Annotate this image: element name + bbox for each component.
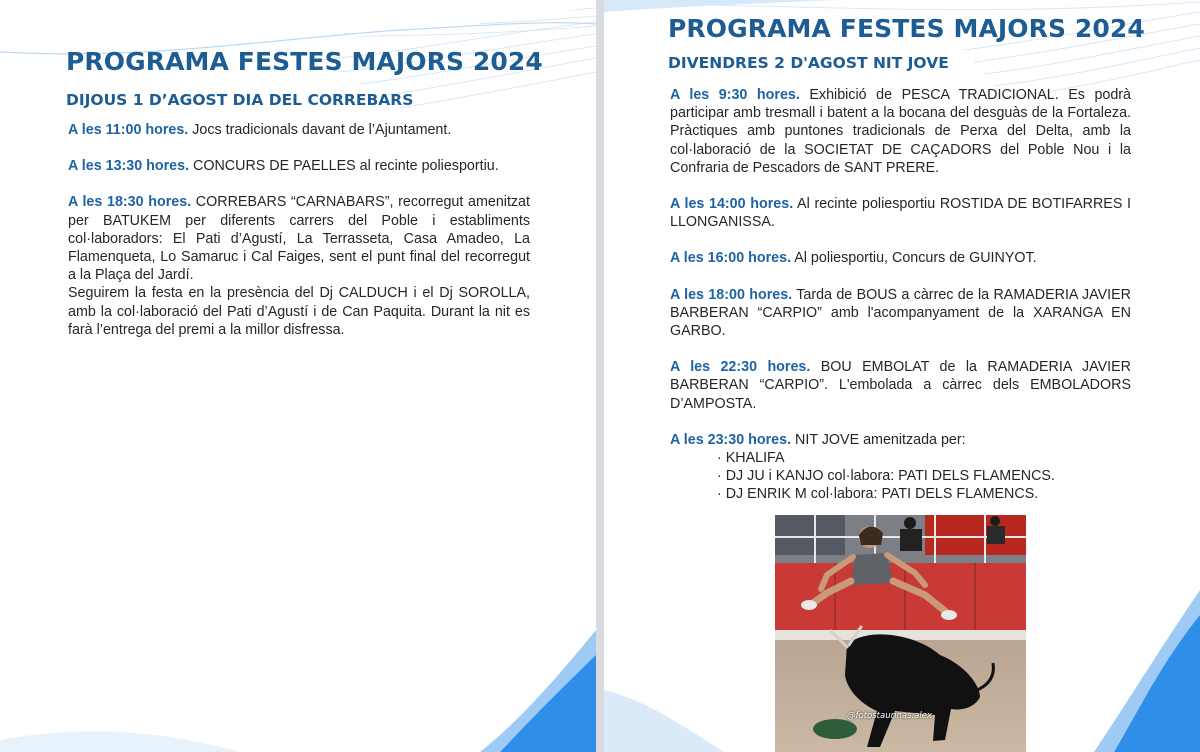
entry-time: A les 18:00 hores. [670, 286, 793, 303]
page-gutter [596, 0, 604, 752]
entry-text: Jocs tradicionals davant de l’Ajuntament. [188, 122, 452, 138]
entry-time: A les 14:00 hores. [670, 196, 794, 213]
schedule-entry [68, 193, 530, 339]
nit-jove-lineup [670, 449, 1131, 504]
entry-time: A les 23:30 hores. [670, 431, 792, 448]
schedule-entry [670, 286, 1131, 341]
entry-text: Al recinte poliesportiu ROSTIDA DE BOTIFARRES I LLONGANISSA. [670, 196, 1131, 231]
entry-text-continued: Seguirem la festa en la presència del Dj CALDUCH i el Dj SOROLLA, amb la col·laboració del Pati d’Agustí i de Can Paquita. Durant la nit es farà l’entrega del premi a la millor disfressa. [68, 285, 530, 338]
schedule-entry [670, 431, 1131, 449]
entry-text: BOU EMBOLAT de la RAMADERIA JAVIER BARBERAN “CARPIO”. L'embolada a càrrec dels EMBOLADORS D’AMPOSTA. [670, 359, 1131, 412]
program-page-right [604, 0, 1200, 752]
photo-watermark: @fotostaurinas.alex [847, 711, 932, 721]
lineup-item: · DJ ENRIK M col·labora: PATI DELS FLAMENCS. [717, 486, 1039, 503]
schedule-entry [68, 121, 530, 139]
right-page-content [604, 0, 1200, 752]
entry-text: CORREBARS “CARNABARS”, recorregut amenitzat per BATUKEM per diferents carrers del Poble i establiments col·laboradors: El Pati d’Agustí, La Terrasseta, Casa Amadeo, La Flamenqueta, Lo Samaruc i Cal Faiges, sent el punt final del recorregut a la Plaça del Jardí. [68, 194, 530, 284]
entry-time: A les 9:30 hores. [670, 87, 800, 103]
schedule-entry [670, 358, 1131, 413]
entry-text: NIT JOVE amenitzada per: [791, 431, 966, 448]
entry-time: A les 22:30 hores. [670, 359, 811, 376]
entry-time: A les 13:30 hores. [68, 158, 190, 175]
schedule-entry [670, 249, 1131, 267]
lineup-item: · DJ JU i KANJO col·labora: PATI DELS FLAMENCS. [717, 468, 1055, 485]
entry-text: Al poliesportiu, Concurs de GUINYOT. [791, 250, 1037, 267]
program-page-left [0, 0, 596, 752]
schedule-list [68, 121, 530, 357]
day-heading: DIVENDRES 2 D'AGOST NIT JOVE [668, 54, 949, 72]
bull-jump-photo [775, 515, 1026, 752]
entry-time: A les 16:00 hores. [670, 250, 792, 267]
entry-text: Exhibició de PESCA TRADICIONAL. Es podrà participar amb tresmall i batent a la bocana del desguàs de la Fortaleza. Pràctiques amb puntones tradicionals de Perxa del Delta, amb la col·laboració de la SOCIETAT DE CAÇADORS del Poble Nou i la Confraria de Pescadors de SANT PRERE. [670, 87, 1132, 176]
schedule-entry [670, 195, 1131, 231]
left-page-content [0, 0, 596, 752]
schedule-entry [670, 86, 1131, 177]
entry-text: CONCURS DE PAELLES al recinte poliesportiu. [189, 158, 499, 175]
schedule-list [670, 86, 1131, 504]
page-title: PROGRAMA FESTES MAJORS 2024 [66, 47, 543, 76]
page-title: PROGRAMA FESTES MAJORS 2024 [668, 14, 1145, 43]
entry-time: A les 18:30 hores. [68, 194, 192, 211]
schedule-entry [68, 157, 530, 175]
entry-time: A les 11:00 hores. [68, 122, 189, 138]
day-heading: DIJOUS 1 D’AGOST DIA DEL CORREBARS [66, 91, 414, 109]
entry-text: Tarda de BOUS a càrrec de la RAMADERIA JAVIER BARBERAN “CARPIO” amb l'acompanyament de la XARANGA EN GARBO. [670, 286, 1132, 340]
lineup-item: · KHALIFA [717, 450, 785, 467]
